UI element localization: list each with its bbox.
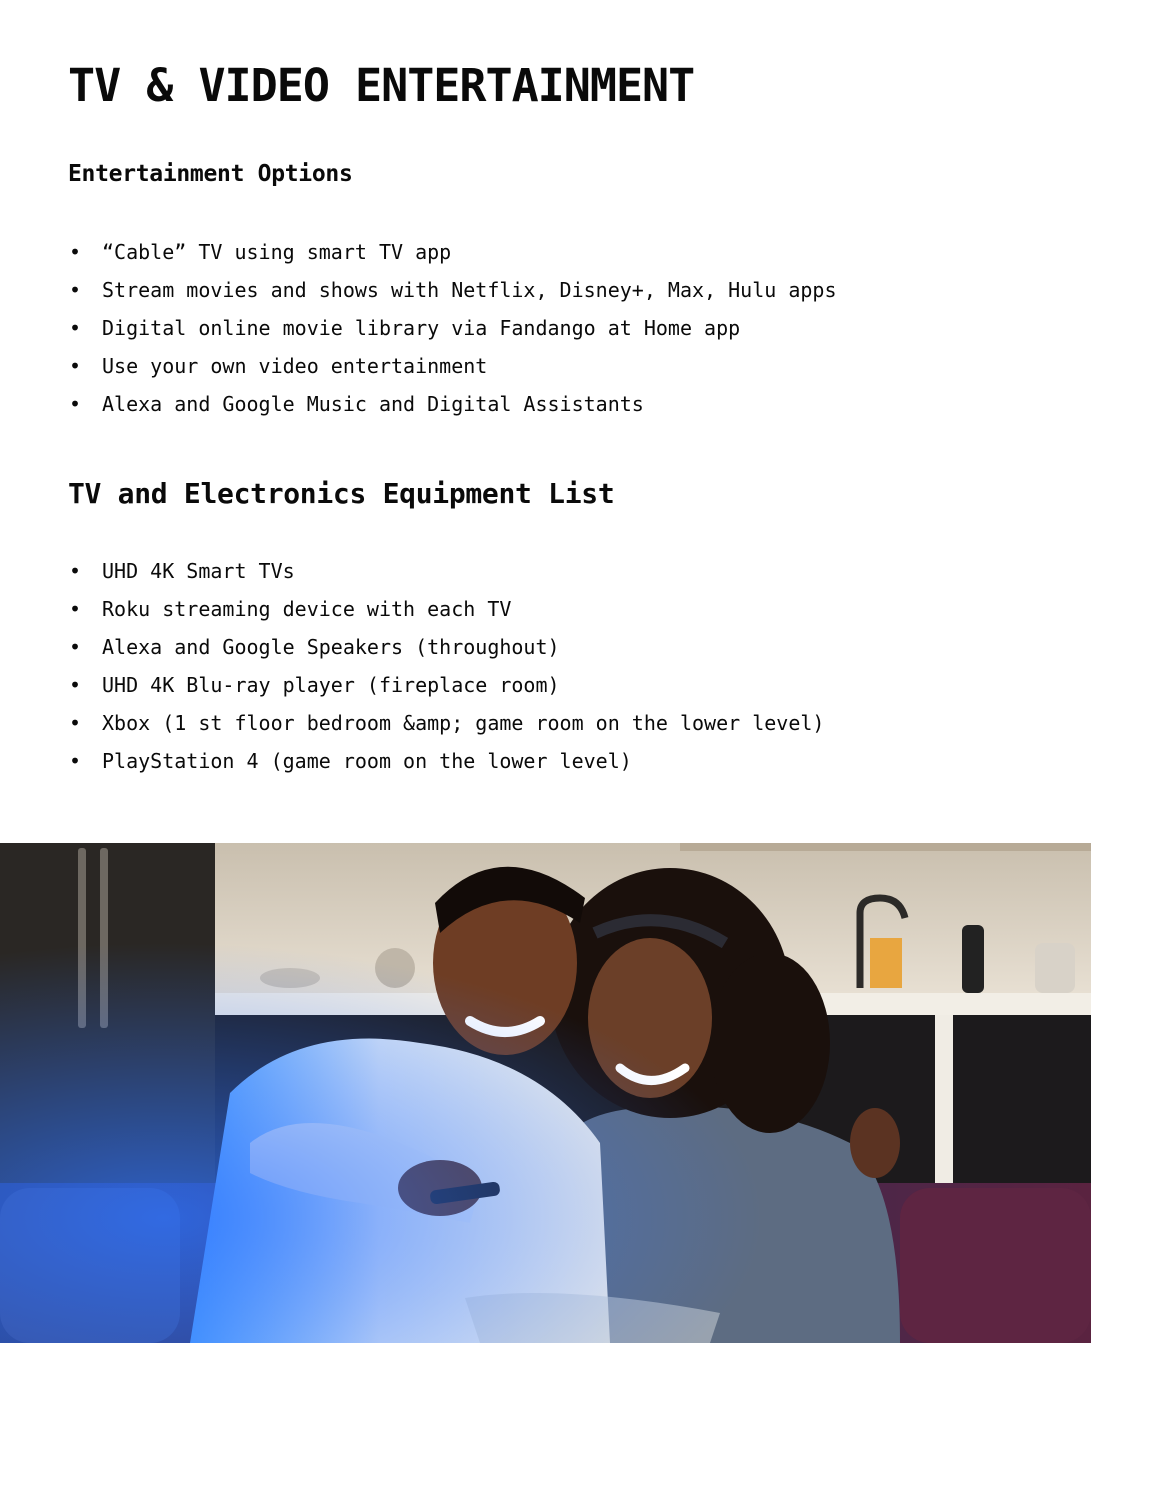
bullet-icon: • (68, 749, 82, 773)
list-item-text: Digital online movie library via Fandango at Home app (102, 316, 741, 340)
list-item-text: UHD 4K Smart TVs (102, 559, 295, 583)
bullet-icon: • (68, 278, 82, 302)
equipment-list-heading: TV and Electronics Equipment List (68, 477, 615, 510)
bullet-icon: • (68, 673, 82, 697)
list-item-text: Alexa and Google Music and Digital Assistants (102, 392, 644, 416)
list-item-text: UHD 4K Blu-ray player (fireplace room) (102, 673, 560, 697)
entertainment-options-heading: Entertainment Options (68, 161, 353, 187)
list-item (68, 347, 837, 385)
list-item-text: Stream movies and shows with Netflix, Disney+, Max, Hulu apps (102, 278, 837, 302)
bullet-icon: • (68, 240, 82, 264)
list-item-text: Roku streaming device with each TV (102, 597, 512, 621)
couple-watching-tv-photo (0, 843, 1091, 1343)
bullet-icon: • (68, 392, 82, 416)
list-item-text: PlayStation 4 (game room on the lower level) (102, 749, 632, 773)
bullet-icon: • (68, 316, 82, 340)
list-item (68, 742, 824, 780)
list-item-text: “Cable” TV using smart TV app (102, 240, 452, 264)
list-item-text: Alexa and Google Speakers (throughout) (102, 635, 560, 659)
list-item (68, 309, 837, 347)
list-item (68, 590, 824, 628)
equipment-list (68, 552, 824, 780)
list-item (68, 666, 824, 704)
list-item (68, 628, 824, 666)
list-item (68, 385, 837, 423)
bullet-icon: • (68, 711, 82, 735)
bullet-icon: • (68, 354, 82, 378)
list-item-text: Xbox (1 st floor bedroom &amp; game room on the lower level) (102, 711, 825, 735)
bullet-icon: • (68, 635, 82, 659)
page-title: TV & VIDEO ENTERTAINMENT (68, 59, 695, 112)
list-item (68, 704, 824, 742)
list-item (68, 233, 837, 271)
bullet-icon: • (68, 559, 82, 583)
list-item-text: Use your own video entertainment (102, 354, 488, 378)
entertainment-options-list (68, 233, 837, 423)
list-item (68, 552, 824, 590)
bullet-icon: • (68, 597, 82, 621)
list-item (68, 271, 837, 309)
